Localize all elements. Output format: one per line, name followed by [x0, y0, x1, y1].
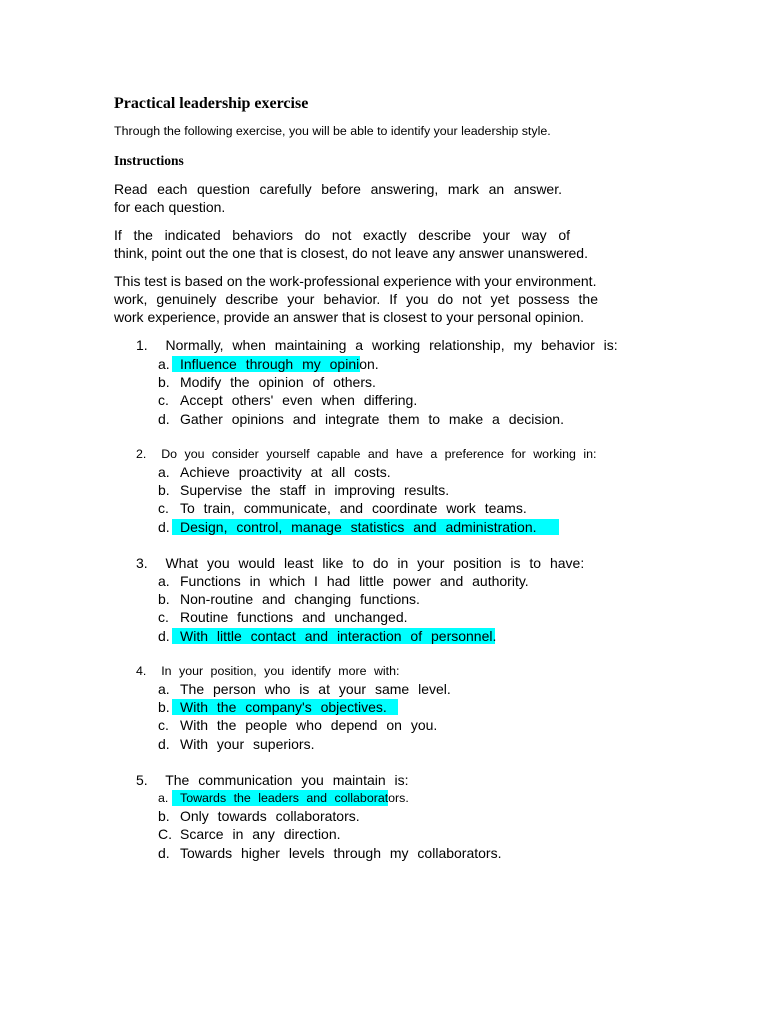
- option-letter: a.: [158, 573, 170, 589]
- option-text: The person who is at your same level.: [180, 681, 451, 697]
- option-3a[interactable]: [158, 572, 529, 590]
- instruction-paragraph-1: [114, 180, 562, 216]
- option-5a[interactable]: [158, 789, 501, 807]
- option-letter: d.: [158, 518, 170, 535]
- option-3b[interactable]: [158, 590, 529, 608]
- option-text: Modify the opinion of others.: [180, 374, 376, 391]
- question-1-options: [158, 355, 564, 428]
- option-5d[interactable]: [158, 844, 501, 862]
- option-letter: a.: [158, 464, 170, 480]
- option-5c[interactable]: [158, 825, 501, 843]
- option-text: Functions in which I had little power and authority.: [180, 573, 529, 589]
- option-text: Scarce in any direction.: [180, 826, 341, 843]
- option-text: Only towards collaborators.: [180, 808, 360, 825]
- option-letter: b.: [158, 374, 170, 391]
- page-title: Practical leadership exercise: [114, 95, 309, 112]
- option-text: Influence through my opinion.: [180, 356, 379, 372]
- instruction-paragraph-2: [114, 226, 588, 262]
- question-5: [136, 771, 409, 789]
- option-text: Non-routine and changing functions.: [180, 591, 420, 608]
- question-4-options: [158, 680, 451, 753]
- question-3-options: [158, 572, 529, 645]
- option-text: Accept others' even when differing.: [180, 392, 418, 409]
- option-letter: c.: [158, 609, 169, 626]
- paragraph-line: Read each question carefully before answering, mark an answer.: [114, 181, 562, 197]
- option-1d[interactable]: [158, 410, 564, 428]
- option-4a[interactable]: [158, 680, 451, 698]
- question-number: 2.: [136, 447, 147, 461]
- option-1c[interactable]: [158, 391, 564, 409]
- option-letter: C.: [158, 826, 172, 843]
- question-1: [136, 336, 618, 354]
- option-5b[interactable]: [158, 807, 501, 825]
- question-text: In your position, you identify more with:: [161, 664, 400, 678]
- option-4c[interactable]: [158, 716, 451, 734]
- option-text: Achieve proactivity at all costs.: [180, 464, 391, 480]
- question-number: 5.: [136, 772, 148, 788]
- question-text: Do you consider yourself capable and have a preference for working in:: [161, 447, 597, 461]
- paragraph-line: think, point out the one that is closest, do not leave any answer unanswered.: [114, 245, 588, 261]
- option-text: With the company's objectives.: [180, 699, 387, 716]
- option-letter: a.: [158, 791, 169, 805]
- option-letter: b.: [158, 482, 170, 499]
- question-number: 4.: [136, 664, 147, 678]
- option-2d[interactable]: [158, 518, 537, 536]
- question-text: What you would least like to do in your position is to have:: [165, 555, 585, 571]
- option-letter: c.: [158, 392, 169, 409]
- option-text: Routine functions and unchanged.: [180, 609, 408, 626]
- option-text: With little contact and interaction of personnel.: [180, 627, 497, 644]
- option-letter: a.: [158, 356, 170, 372]
- option-4b[interactable]: [158, 698, 451, 716]
- option-3c[interactable]: [158, 608, 529, 626]
- option-2b[interactable]: [158, 481, 537, 499]
- option-text: Design, control, manage statistics and administration.: [180, 518, 537, 535]
- option-1b[interactable]: [158, 373, 564, 391]
- question-number: 3.: [136, 555, 148, 571]
- option-1a[interactable]: [158, 355, 564, 373]
- option-letter: d.: [158, 627, 170, 644]
- option-2c[interactable]: [158, 499, 537, 517]
- question-number: 1.: [136, 337, 148, 353]
- question-2-options: [158, 463, 537, 536]
- question-3: [136, 554, 584, 572]
- option-text: Towards higher levels through my collaborators.: [180, 844, 502, 861]
- option-letter: d.: [158, 735, 170, 752]
- option-letter: b.: [158, 808, 170, 825]
- question-5-options: [158, 789, 501, 862]
- paragraph-line: work experience, provide an answer that is closest to your personal opinion.: [114, 309, 585, 325]
- intro-text: Through the following exercise, you will be able to identify your leadership style.: [114, 124, 551, 138]
- option-text: With the people who depend on you.: [180, 717, 438, 734]
- option-text: With your superiors.: [180, 735, 315, 752]
- option-letter: a.: [158, 681, 170, 697]
- option-letter: c.: [158, 717, 169, 734]
- paragraph-line: work, genuinely describe your behavior. If you do not yet possess the: [114, 291, 598, 307]
- option-letter: d.: [158, 410, 170, 427]
- paragraph-line: If the indicated behaviors do not exactly describe your way of: [114, 227, 570, 243]
- option-3d[interactable]: [158, 627, 529, 645]
- option-letter: c.: [158, 500, 169, 517]
- option-text: Supervise the staff in improving results.: [180, 482, 450, 499]
- question-2: [136, 445, 596, 463]
- option-2a[interactable]: [158, 463, 537, 481]
- paragraph-line: for each question.: [114, 199, 226, 215]
- option-letter: b.: [158, 591, 170, 608]
- question-4: [136, 662, 399, 680]
- question-text: The communication you maintain is:: [165, 772, 409, 788]
- option-4d[interactable]: [158, 735, 451, 753]
- instructions-heading: Instructions: [114, 153, 184, 168]
- option-letter: d.: [158, 844, 170, 861]
- paragraph-line: This test is based on the work-professional experience with your environment.: [114, 273, 597, 289]
- option-text: Gather opinions and integrate them to make a decision.: [180, 410, 564, 427]
- option-text: Towards the leaders and collaborators.: [180, 791, 409, 805]
- instruction-paragraph-3: [114, 272, 659, 326]
- option-text: To train, communicate, and coordinate work teams.: [180, 500, 527, 517]
- option-letter: b.: [158, 699, 170, 716]
- question-text: Normally, when maintaining a working relationship, my behavior is:: [165, 337, 618, 353]
